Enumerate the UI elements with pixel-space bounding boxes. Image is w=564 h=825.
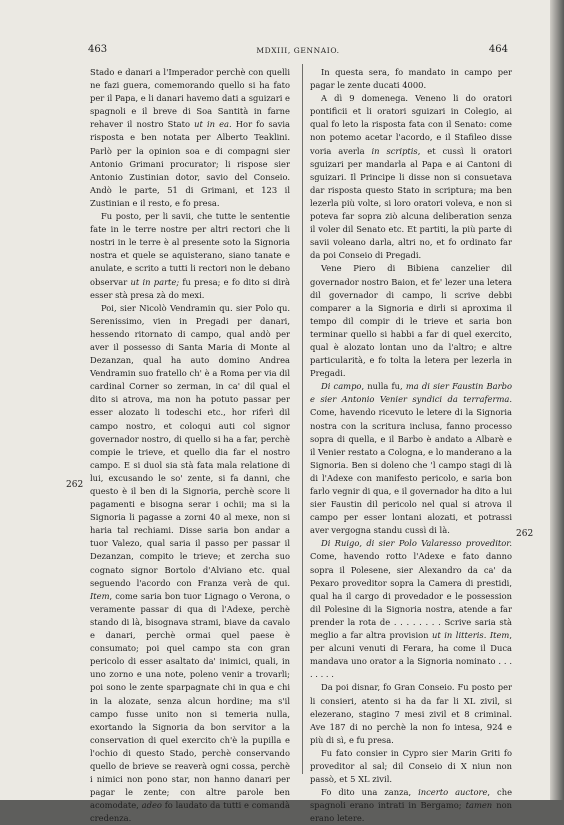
text-run: fu presa; e fo dito si dirà esser stà presa zà do mexi.: [90, 276, 290, 300]
text-run: In questa sera, fo mandato in campo per pagar le zente ducati 4000.: [310, 67, 512, 91]
margin-number-right: 262: [516, 529, 534, 539]
text-run: , come saria bon tuor Lignago o Verona, o veramente passar di qua di l'Adexe, perchè stando di là, bisognava strami, biave da cavalo e danari, perchè ormai quel paese è consumato; poi quel campo sta con gran pericolo di esser asaltato da' inimici, quali, in uno zorno e una note, poleno venir a trovarli; poi sono le zente sparpagnate chi in qua e chi in la alozate, senza alcun hordine; ma s'il campo fusse unito non si temeria nulla, exortando la Signoria da bon servitor a la conservation di quel exercito ch'è la pupilla e l'ochio di questo Stado, perchè conservando quello de brieve se reaverà ogni cossa, perchè i nimici non pono star, non hanno danari per pagar le zente; con altre parole ben acomodate,: [90, 590, 290, 811]
paragraph: [310, 66, 512, 92]
italic-text: Di campo: [321, 381, 362, 392]
text-run: Fu posto, per li savii, che tutte le sententie fate in le terre nostre per altri rectori che li nostri in le terre è al presente soto la Signoria nostra et quele se aquisterano, siano tanate e anulate, e scrito a tutti li rectori non le debano observar: [90, 211, 290, 287]
paragraph: [310, 537, 512, 681]
text-run: , che spagnoli erano intrati in Bergamo;: [310, 787, 513, 811]
text-run: . Come, havendo ricevuto le letere di la Signoria nostra con la scritura inclusa, fanno processo sopra di quella, e il Barbo è andato a Albarè e il Venier restato a Cologna, e lo manderano a la Signoria. Ben si doleno che 'l campo stagi di là di l'Adexe con manifesto pericolo, e saria bon farlo vegnir di qua, e il governador ha dito a lui sier Faustin dil pericolo nel qual si atrova il campo per esser lontani alozati, et potrassi aver vergogna standu cussì di là.: [310, 394, 512, 536]
paragraph: [310, 786, 512, 825]
italic-text: in scriptis: [371, 145, 418, 156]
text-run: Fu fato consier in Cypro sier Marin Griti fo proveditor al sal; dil Conseio di X niun non passò, et 5 XL zivil.: [310, 747, 512, 785]
paragraph: [90, 210, 290, 302]
left-text-column: [90, 66, 290, 825]
paragraph: [310, 380, 512, 537]
paragraph: [90, 302, 290, 825]
right-text-column: [310, 66, 512, 825]
text-run: Poi, sier Nicolò Vendramin qu. sier Polo qu. Serenissimo, vien in Pregadi per danari, hessendo ritornato di campo, qual andò per aver il possesso di Santa Maria di Monte al Dezanzan, qual ha auto domino Andrea Vendramin suo fratello ch' è a Roma per via dil cardinal Corner so zerman, in ca' dil qual el dito si atrova, ma non ha potuto passar per esser alozato li todeschi etc., hor riferì dil campo nostro, et coloqui auti col signor governador nostro, di quello si ha a far, perchè compie le trieve, et quello dia far el nostro campo. E si duol sia stà fata mala relatione di lui, excusando le so' zente, si fa danni, che questo è il ben di la Signoria, perchè score li pagamenti e bisogna serar i ochii; ma si la Signoria li pagasse a zorni 40 al mexe, non si haria tal rechiami. Disse saria bon andar a tuor Valezo, qual saria il passo per passar il Dezanzan, compito le trieve; et zercha suo cognato signor Bortolo d'Alviano etc. qual seguendo l'acordo con Franza verà de qui.: [90, 302, 290, 588]
page-edge-shadow: [550, 0, 564, 800]
page-number-right: 464: [488, 44, 508, 55]
italic-text: incerto auctore: [418, 787, 488, 798]
text-run: , per alcuni venuti di Ferara, ha come il Duca mandava uno orator a la Signoria nominato . . . . . . . .: [310, 630, 512, 680]
paragraph: [310, 262, 512, 380]
page-header: [88, 44, 508, 58]
text-run: , et cussì li oratori sguizari per mandarla al Papa e ai Cantoni di sguizari. Il Principe li disse non si consuetava dar risposta questo Stato in scriptura; ma ben lezerla più volte, si loro oratori voleva, e non si poteva far sopra ziò alcuna deliberation senza il voler dil Senato etc. Et partiti, la più parte di savii voleano darla, altri no, et fo ordinato far da poi Conseio di Pregadi.: [310, 145, 512, 261]
italic-text: ut in parte;: [130, 276, 180, 287]
text-run: , nulla fu,: [361, 381, 406, 392]
text-run: Vene Piero di Bibiena canzelier dil governador nostro Baion, et fe' lezer una letera dil governador di campo, li scrive debbi comparer a la Signoria e dirli si aproxima il tempo dil compir di le trieve et saria bon terminar quello si habbi a far di quel exercito, qual è alozato lontan uno da l'altro; e altre particularità, e fo tolta la letera per lezerla in Pregadi.: [310, 263, 512, 379]
page-number-left: 463: [88, 44, 108, 55]
italic-text: Di Ruigo, di sier Polo Valaresso proveditor.: [321, 538, 512, 549]
text-run: . Hor fo savia risposta e ben notata per Alberto Teaklini. Parlò per la opinion soa e di compagni sier Antonio Grimani procurator; li rispose sier Antonio Zustinian dotor, savio del Conseio. Andò le parte, 51 di Grimani, et 123 il Zustinian e il resto, e fo presa.: [90, 119, 290, 208]
italic-text: ma di sier Faustin Barbo e sier Antonio Venier syndici da terraferma: [310, 381, 513, 405]
text-run: Come, havendo rotto l'Adexe e fato danno sopra il Polesene, sier Alexandro da ca' da Pexaro proveditor sopra la Camera di prestidi, qual ha il cargo di provedador e le possession dil Polesine di la Signoria nostra, atende a far prender la rota de . . . . . . . . Scrive saria stà meglio a far altra provision: [310, 551, 512, 641]
paragraph: [310, 681, 512, 746]
running-title: MDXIII, GENNAIO.: [256, 46, 340, 55]
text-run: A dì 9 domenega. Veneno li do oratori pontificii et li oratori sguizari in Colegio, ai qual fo leto la risposta fata con il Senato: come non potemo acetar l'acordo, e il Stafileo disse voria averla: [310, 93, 512, 156]
text-run: Fo dito una zanza,: [321, 787, 419, 798]
paragraph: [310, 92, 512, 262]
italic-text: tamen: [465, 800, 493, 811]
italic-text: Item: [90, 590, 110, 601]
italic-text: adeo: [141, 800, 162, 811]
text-run: Da poi disnar, fo Gran Conseio. Fu posto per li consieri, atento si ha da far li XL zivil, si elezerano, stagino 7 mesi zivil et 8 criminal. Ave 187 di no perchè la non fo intesa, 924 e più di sì, e fu presa.: [310, 682, 512, 745]
italic-text: ut in litteris. Item: [432, 630, 510, 641]
column-divider: [302, 64, 303, 774]
text-run: fo laudato da tutti e comandà credenza.: [90, 800, 290, 824]
margin-number-left: 262: [66, 480, 84, 490]
text-run: Stado e danari a l'Imperador perchè con quelli ne fazi guera, comemorando quello si ha fato per il Papa, e li danari havemo dati a sguizari e spagnoli e il breve di Soa Santità in farne rehaver il nostro Stato: [90, 67, 290, 130]
paragraph: [310, 747, 512, 786]
italic-text: ut in ea: [194, 119, 230, 130]
paragraph: [90, 66, 290, 210]
text-run: non erano letere.: [310, 800, 512, 824]
